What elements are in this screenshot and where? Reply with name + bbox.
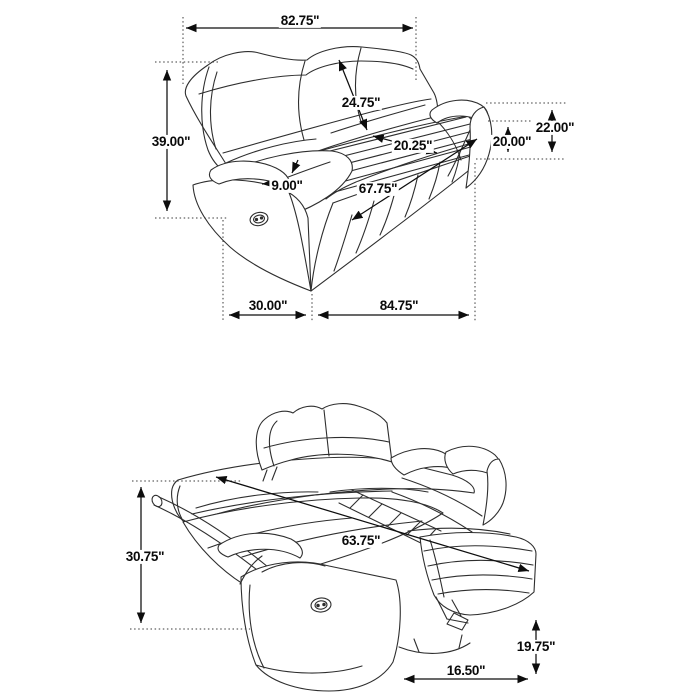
dim-arm-height-label: 22.00" — [535, 119, 575, 135]
dim-reclined-depth-label: 63.75" — [341, 532, 381, 548]
dim-arm-width-label: 9.00" — [271, 177, 303, 193]
sofa-upright-drawing — [185, 47, 491, 291]
dim-back-width-label: 82.75" — [280, 12, 320, 28]
dim-seat-depth-label: 20.25" — [393, 137, 433, 153]
dim-footrest-height-label: 19.75" — [516, 638, 556, 654]
dim-footrest-extension-label: 16.50" — [446, 662, 486, 678]
dim-seat-back-height-label: 20.00" — [492, 133, 532, 149]
dim-side-depth-label: 30.00" — [248, 297, 288, 313]
dim-seat-width-label: 67.75" — [358, 180, 398, 196]
dim-reclined-back-height-label: 30.75" — [125, 548, 165, 564]
dim-overall-height-label: 39.00" — [151, 133, 191, 149]
dim-back-cushion-height-label: 24.75" — [341, 94, 381, 110]
dim-overall-width-label: 84.75" — [379, 297, 419, 313]
